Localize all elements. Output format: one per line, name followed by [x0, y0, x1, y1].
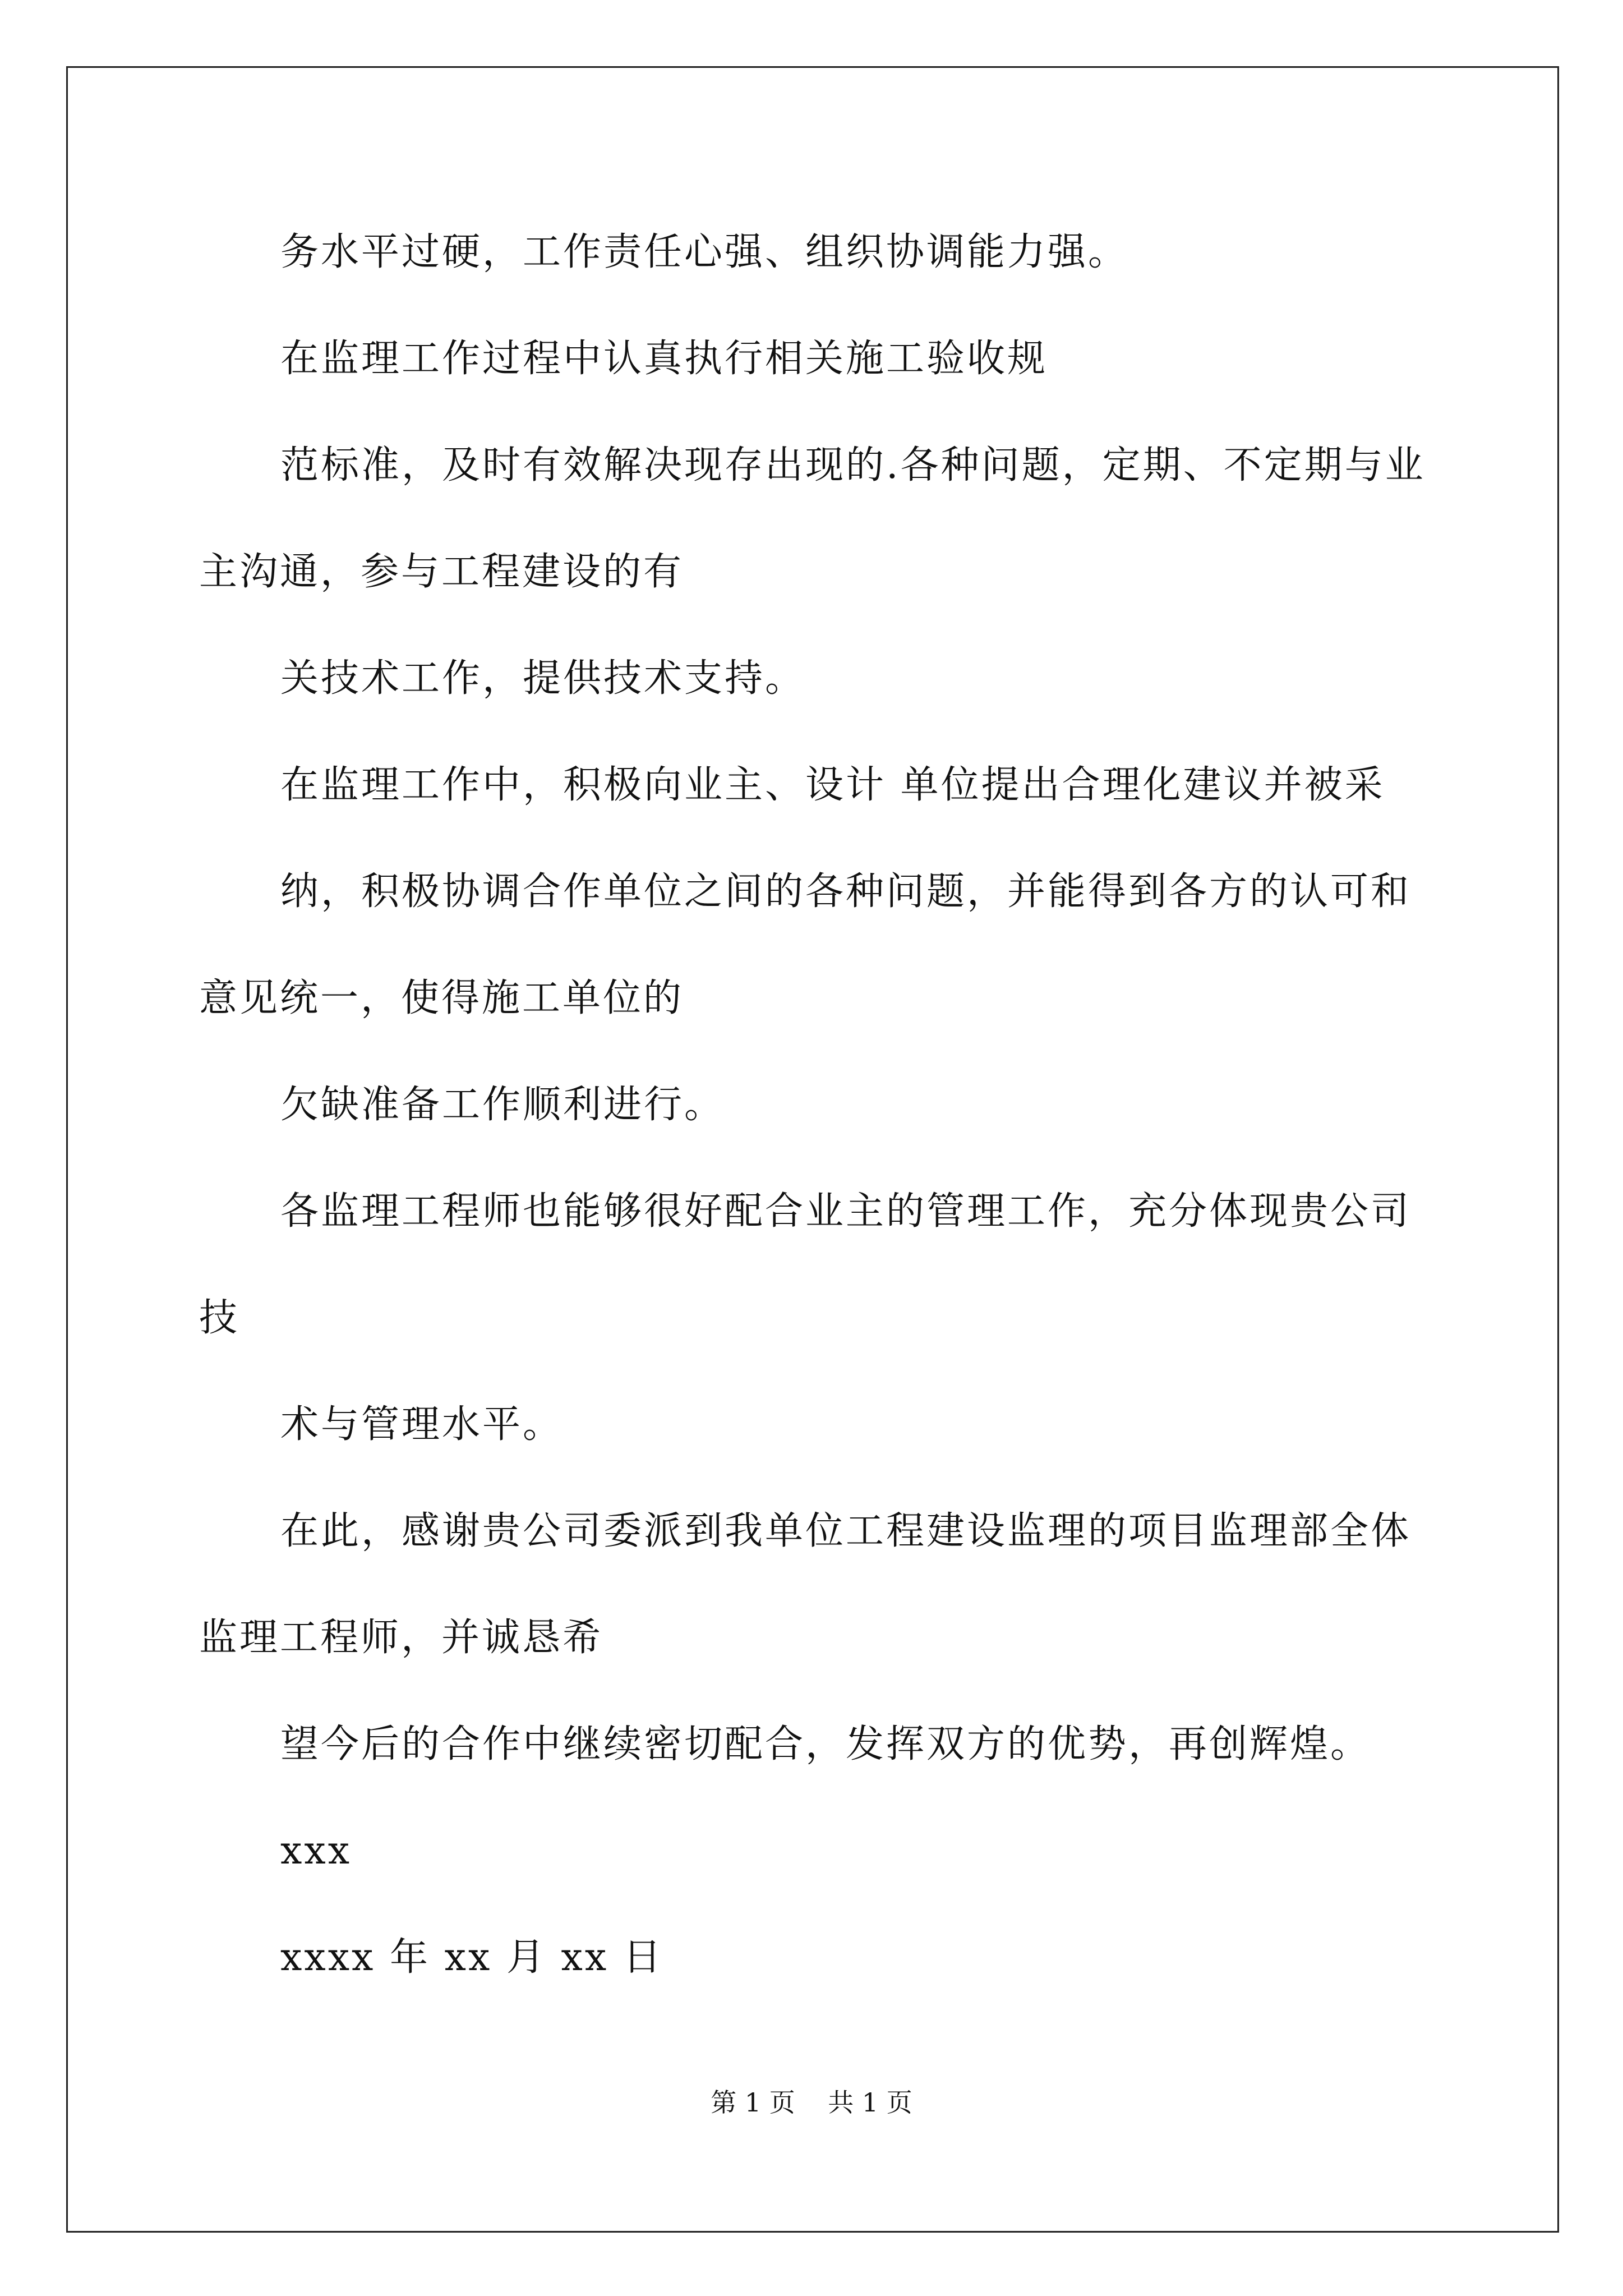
body-line-4: 主沟通，参与工程建设的有	[199, 550, 684, 594]
signature-name: xxx	[280, 1829, 352, 1873]
signature-date: xxxx 年 xx 月 xx 日	[280, 1935, 663, 1980]
body-line-13: 在此，感谢贵公司委派到我单位工程建设监理的项目监理部全体	[280, 1509, 1412, 1553]
body-line-7: 纳，积极协调合作单位之间的各种问题，并能得到各方的认可和	[280, 869, 1412, 914]
body-line-2: 在监理工作过程中认真执行相关施工验收规	[280, 337, 1048, 381]
body-line-15: 望今后的合作中继续密切配合，发挥双方的优势，再创辉煌。	[280, 1722, 1371, 1766]
body-line-5: 关技术工作，提供技术支持。	[280, 656, 806, 701]
body-line-6: 在监理工作中，积极向业主、设计 单位提出合理化建议并被采	[280, 763, 1385, 807]
body-line-10: 各监理工程师也能够很好配合业主的管理工作，充分体现贵公司	[280, 1189, 1412, 1234]
body-line-3: 范标准，及时有效解决现存出现的.各种问题，定期、不定期与业	[280, 443, 1426, 487]
page-border	[66, 66, 1559, 2233]
page-footer: 第 1 页 共 1 页	[711, 2087, 912, 2118]
body-line-12: 术与管理水平。	[280, 1402, 564, 1447]
body-line-9: 欠缺准备工作顺利进行。	[280, 1083, 725, 1127]
body-line-8: 意见统一，使得施工单位的	[199, 976, 684, 1020]
body-line-14: 监理工程师，并诚恳希	[199, 1616, 603, 1660]
body-line-1: 务水平过硬，工作责任心强、组织协调能力强。	[280, 230, 1129, 274]
body-line-11: 技	[199, 1296, 240, 1340]
